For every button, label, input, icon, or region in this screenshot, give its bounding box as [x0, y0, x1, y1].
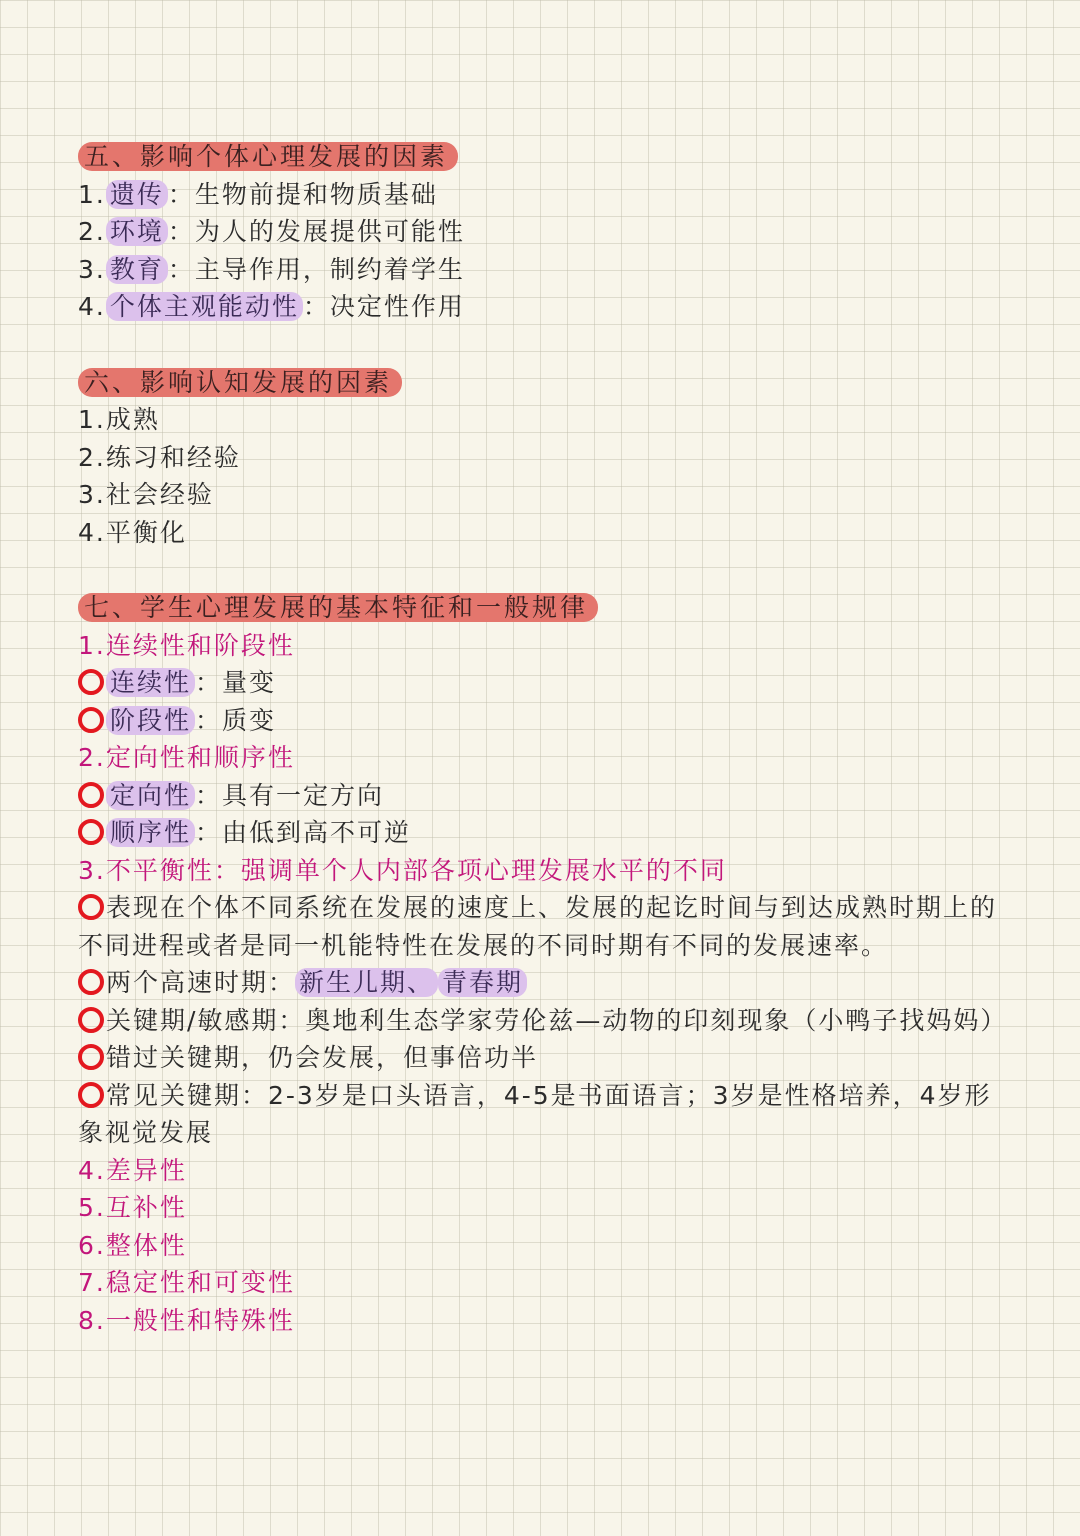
- item-term: 遗传: [106, 180, 168, 209]
- red-circle-icon: [78, 969, 104, 995]
- bullet-separator: ：: [195, 705, 223, 735]
- item-separator: ：: [167, 217, 195, 246]
- paragraph-text: 关键期/敏感期：奥地利生态学家劳伦兹—动物的印刻现象（小鸭子找妈妈）: [106, 1005, 1008, 1035]
- bullet-separator: ：: [195, 668, 223, 697]
- highlight-adolescence: 青春期: [438, 968, 527, 997]
- item-separator: ：: [167, 179, 195, 209]
- section-6-heading-row: [78, 364, 1018, 402]
- bullet-term: 定向性: [106, 781, 195, 810]
- bullet-common-critical-periods: [78, 1077, 1018, 1152]
- section-6-item-3: 3.社会经验: [78, 480, 214, 509]
- highlight-newborn: 新生儿期、: [295, 968, 438, 997]
- bullet-imbalance-description: [78, 889, 1018, 964]
- red-circle-icon: [78, 1082, 104, 1108]
- bullet-separator: ：: [195, 780, 223, 810]
- red-circle-icon: [78, 894, 104, 920]
- item-description: 决定性作用: [329, 292, 465, 321]
- section-gap: [78, 326, 1018, 364]
- red-circle-icon: [78, 1007, 104, 1033]
- section-5-item-3: [78, 251, 1018, 289]
- section-5-item-4: [78, 288, 1018, 326]
- subheading-2: 2.定向性和顺序性: [78, 743, 295, 772]
- item-separator: ：: [302, 292, 330, 321]
- subheading-5: 5.互补性: [78, 1193, 187, 1222]
- red-circle-icon: [78, 819, 104, 845]
- section-6-item-2: 2.练习和经验: [78, 442, 241, 472]
- bullet-stage: [78, 702, 1018, 740]
- bullet-term: 阶段性: [106, 706, 195, 735]
- item-term: 教育: [106, 255, 168, 284]
- item-number: 1.: [78, 179, 106, 209]
- subheading-1: 1.连续性和阶段性: [78, 630, 295, 660]
- red-circle-icon: [78, 1044, 104, 1070]
- subheading-7: 7.稳定性和可变性: [78, 1268, 295, 1297]
- notes-page: [78, 138, 1018, 1339]
- item-term: 个体主观能动性: [106, 292, 303, 321]
- item-description: 生物前提和物质基础: [194, 179, 438, 209]
- item-separator: ：: [167, 254, 195, 284]
- item-number: 4.: [78, 292, 106, 321]
- bullet-description: 质变: [222, 705, 277, 735]
- item-number: 3.: [78, 254, 106, 284]
- paragraph-text: 错过关键期，仍会发展，但事倍功半: [106, 1043, 539, 1072]
- item-term: 环境: [106, 217, 168, 246]
- bullet-sequence: [78, 814, 1018, 852]
- bullet-missed-critical-period: [78, 1039, 1018, 1077]
- section-5-heading-row: [78, 138, 1018, 176]
- bullet-description: 由低到高不可逆: [222, 818, 412, 847]
- subheading-6: 6.整体性: [78, 1230, 187, 1260]
- subheading-4: 4.差异性: [78, 1155, 187, 1185]
- section-6-item-1: 1.成熟: [78, 405, 160, 434]
- bullet-critical-period: [78, 1002, 1018, 1040]
- subheading-8: 8.一般性和特殊性: [78, 1305, 295, 1335]
- item-number: 2.: [78, 217, 106, 246]
- section-7-heading: 七、学生心理发展的基本特征和一般规律: [78, 593, 598, 622]
- item-description: 主导作用，制约着学生: [194, 254, 465, 284]
- bullet-continuity: [78, 664, 1018, 702]
- bullet-term: 顺序性: [106, 818, 195, 847]
- section-gap: [78, 551, 1018, 589]
- bullet-term: 连续性: [106, 668, 195, 697]
- bullet-description: 量变: [222, 668, 277, 697]
- section-5-item-2: [78, 213, 1018, 251]
- paragraph-text: 两个高速时期：: [106, 968, 296, 997]
- paragraph-text: 常见关键期：2-3岁是口头语言，4-5是书面语言；3岁是性格培养，4岁形象视觉发展: [78, 1080, 992, 1147]
- bullet-separator: ：: [195, 818, 223, 847]
- paragraph-text: 表现在个体不同系统在发展的速度上、发展的起讫时间与到达成熟时期上的不同进程或者是同一机能特性在发展的不同时期有不同的发展速率。: [78, 893, 998, 960]
- section-5-heading: 五、影响个体心理发展的因素: [78, 142, 458, 171]
- red-circle-icon: [78, 782, 104, 808]
- bullet-description: 具有一定方向: [222, 780, 385, 810]
- section-6-item-4: 4.平衡化: [78, 517, 187, 547]
- red-circle-icon: [78, 707, 104, 733]
- bullet-high-speed-periods: [78, 964, 1018, 1002]
- section-6-heading: 六、影响认知发展的因素: [78, 368, 402, 397]
- item-description: 为人的发展提供可能性: [194, 217, 465, 246]
- bullet-direction: [78, 777, 1018, 815]
- red-circle-icon: [78, 669, 104, 695]
- subheading-3: 3.不平衡性：强调单个人内部各项心理发展水平的不同: [78, 855, 727, 885]
- section-7-heading-row: [78, 589, 1018, 627]
- section-5-item-1: [78, 176, 1018, 214]
